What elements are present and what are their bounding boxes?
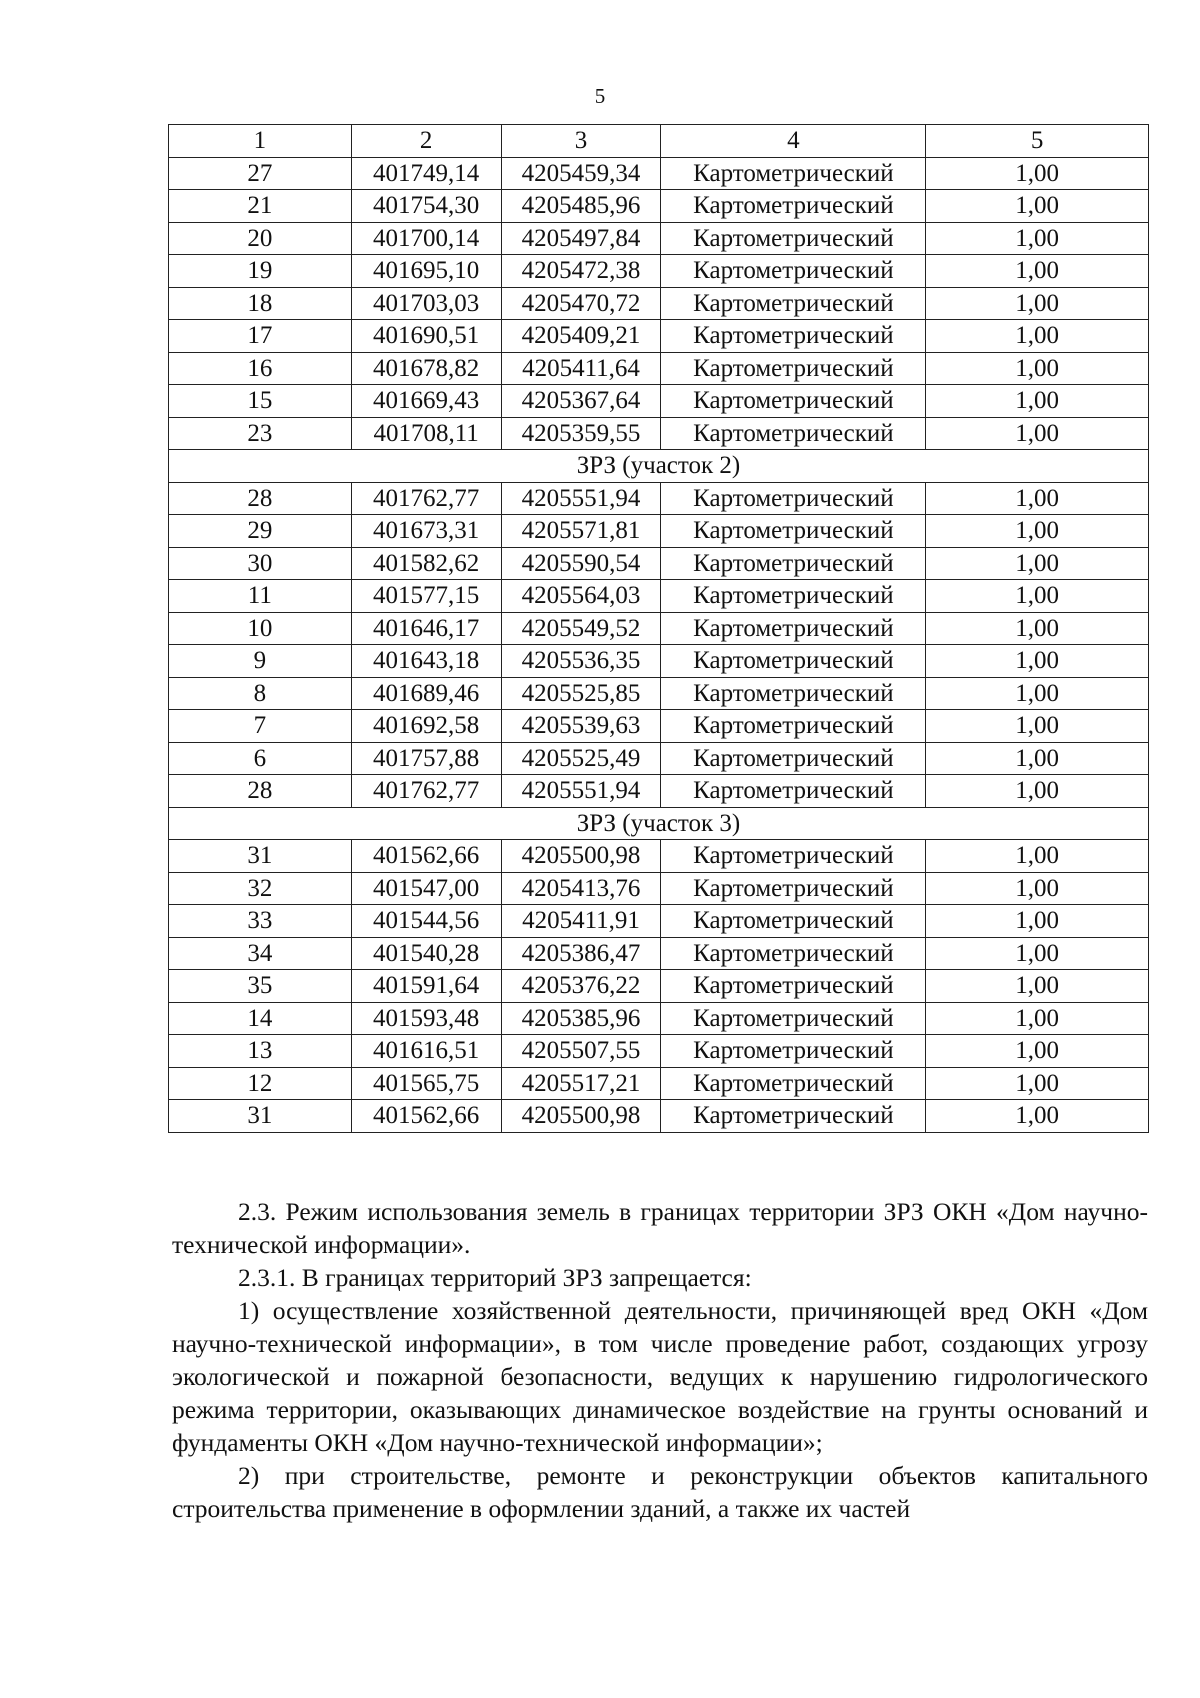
table-row <box>169 1035 1149 1068</box>
page-number: 5 <box>594 84 606 108</box>
table-cell: 7 <box>169 710 352 743</box>
table-header-cell: 3 <box>501 125 661 158</box>
table-section-row <box>169 807 1149 840</box>
table-cell: 4205564,03 <box>501 580 661 613</box>
table-cell: Картометрический <box>661 1100 926 1133</box>
table-row <box>169 612 1149 645</box>
table-cell: 1,00 <box>926 840 1149 873</box>
table-cell: 1,00 <box>926 1100 1149 1133</box>
table-cell: Картометрический <box>661 742 926 775</box>
table-cell: 401700,14 <box>351 222 501 255</box>
table-cell: 401616,51 <box>351 1035 501 1068</box>
table-cell: Картометрический <box>661 320 926 353</box>
table-row <box>169 742 1149 775</box>
table-cell: 20 <box>169 222 352 255</box>
table-cell: Картометрический <box>661 222 926 255</box>
paragraph-item-1: 1) осуществление хозяйственной деятельности, причиняющей вред ОКН «Дом научно-технической информации», в том числе проведение работ, создающих угрозу экологической и пожарной безопасности, ведущих к нарушению гидрологического режима территории, оказывающих динамическое воздействие на грунты оснований и фундаменты ОКН «Дом научно-технической информации»; <box>172 1296 1148 1457</box>
table-cell: 31 <box>169 1100 352 1133</box>
table-cell: Картометрический <box>661 970 926 1003</box>
table-row <box>169 190 1149 223</box>
table-cell: 4205539,63 <box>501 710 661 743</box>
table-cell: 1,00 <box>926 905 1149 938</box>
table-row <box>169 320 1149 353</box>
table-cell: 27 <box>169 157 352 190</box>
table-cell: 17 <box>169 320 352 353</box>
table-cell: 401643,18 <box>351 645 501 678</box>
table-cell: 1,00 <box>926 710 1149 743</box>
table-cell: Картометрический <box>661 872 926 905</box>
table-cell: Картометрический <box>661 840 926 873</box>
table-cell: 1,00 <box>926 1067 1149 1100</box>
table-cell: 1,00 <box>926 222 1149 255</box>
table-cell: 4205411,64 <box>501 352 661 385</box>
table-row <box>169 1067 1149 1100</box>
table-cell: Картометрический <box>661 190 926 223</box>
table-cell: Картометрический <box>661 417 926 450</box>
table-header-cell: 1 <box>169 125 352 158</box>
table-cell: 401562,66 <box>351 1100 501 1133</box>
table-cell: 401577,15 <box>351 580 501 613</box>
table-cell: 4205549,52 <box>501 612 661 645</box>
table-cell: 34 <box>169 937 352 970</box>
table-row <box>169 255 1149 288</box>
table-cell: 1,00 <box>926 742 1149 775</box>
table-cell: 401646,17 <box>351 612 501 645</box>
table-row <box>169 872 1149 905</box>
table-cell: Картометрический <box>661 775 926 808</box>
table-cell: 4205470,72 <box>501 287 661 320</box>
table-cell: 1,00 <box>926 1035 1149 1068</box>
table-cell: Картометрический <box>661 352 926 385</box>
table-cell: 401678,82 <box>351 352 501 385</box>
table-row <box>169 417 1149 450</box>
table-cell: 401703,03 <box>351 287 501 320</box>
table-cell: 33 <box>169 905 352 938</box>
table-cell: 16 <box>169 352 352 385</box>
table-row <box>169 970 1149 1003</box>
table-cell: 28 <box>169 775 352 808</box>
table-cell: Картометрический <box>661 905 926 938</box>
table-section-label: ЗРЗ (участок 2) <box>169 450 1149 483</box>
table-cell: 18 <box>169 287 352 320</box>
table-cell: 1,00 <box>926 677 1149 710</box>
table-cell: 13 <box>169 1035 352 1068</box>
table-cell: 4205590,54 <box>501 547 661 580</box>
table-cell: 1,00 <box>926 872 1149 905</box>
table-cell: 401757,88 <box>351 742 501 775</box>
table-cell: 4205507,55 <box>501 1035 661 1068</box>
table-cell: Картометрический <box>661 1035 926 1068</box>
table-cell: 4205485,96 <box>501 190 661 223</box>
table-cell: 31 <box>169 840 352 873</box>
table-section-label: ЗРЗ (участок 3) <box>169 807 1149 840</box>
table-cell: 401690,51 <box>351 320 501 353</box>
table-cell: 4205409,21 <box>501 320 661 353</box>
table-cell: Картометрический <box>661 255 926 288</box>
table-cell: Картометрический <box>661 645 926 678</box>
table-cell: 401708,11 <box>351 417 501 450</box>
table-row <box>169 580 1149 613</box>
table-cell: 401695,10 <box>351 255 501 288</box>
table-cell: 1,00 <box>926 287 1149 320</box>
table-cell: 1,00 <box>926 255 1149 288</box>
table-cell: 401692,58 <box>351 710 501 743</box>
table-row <box>169 157 1149 190</box>
table-header-cell: 2 <box>351 125 501 158</box>
table-cell: 4205517,21 <box>501 1067 661 1100</box>
table-cell: Картометрический <box>661 547 926 580</box>
table-cell: 401544,56 <box>351 905 501 938</box>
table-cell: 4205359,55 <box>501 417 661 450</box>
table-cell: 1,00 <box>926 417 1149 450</box>
table-section-row <box>169 450 1149 483</box>
table-cell: Картометрический <box>661 677 926 710</box>
table-row <box>169 1100 1149 1133</box>
table-cell: 401762,77 <box>351 775 501 808</box>
table-cell: 10 <box>169 612 352 645</box>
table-row <box>169 937 1149 970</box>
table-row <box>169 1002 1149 1035</box>
table-cell: 4205413,76 <box>501 872 661 905</box>
table-cell: 401762,77 <box>351 482 501 515</box>
body-text <box>172 1195 1148 1525</box>
table-cell: 401562,66 <box>351 840 501 873</box>
table-cell: 401547,00 <box>351 872 501 905</box>
table-cell: Картометрический <box>661 515 926 548</box>
table-cell: 401591,64 <box>351 970 501 1003</box>
table-cell: 4205411,91 <box>501 905 661 938</box>
table-cell: 1,00 <box>926 645 1149 678</box>
table-cell: 4205525,85 <box>501 677 661 710</box>
table-row <box>169 515 1149 548</box>
table-cell: Картометрический <box>661 580 926 613</box>
table-cell: 1,00 <box>926 385 1149 418</box>
table-cell: 21 <box>169 190 352 223</box>
table-cell: 401669,43 <box>351 385 501 418</box>
table-cell: 12 <box>169 1067 352 1100</box>
table-cell: Картометрический <box>661 385 926 418</box>
table-cell: 401673,31 <box>351 515 501 548</box>
table-cell: 28 <box>169 482 352 515</box>
table-cell: 401540,28 <box>351 937 501 970</box>
table-cell: 29 <box>169 515 352 548</box>
table-row <box>169 222 1149 255</box>
table-cell: 1,00 <box>926 970 1149 1003</box>
table-row <box>169 645 1149 678</box>
table-row <box>169 352 1149 385</box>
table-cell: 1,00 <box>926 937 1149 970</box>
table-cell: Картометрический <box>661 157 926 190</box>
table-header-cell: 5 <box>926 125 1149 158</box>
table-cell: 4205571,81 <box>501 515 661 548</box>
table-cell: 1,00 <box>926 157 1149 190</box>
table-cell: 1,00 <box>926 580 1149 613</box>
table-cell: 4205536,35 <box>501 645 661 678</box>
table-cell: 15 <box>169 385 352 418</box>
table-cell: 23 <box>169 417 352 450</box>
table-row <box>169 840 1149 873</box>
table-cell: 401593,48 <box>351 1002 501 1035</box>
table-cell: 4205376,22 <box>501 970 661 1003</box>
table-cell: Картометрический <box>661 287 926 320</box>
table-cell: 1,00 <box>926 190 1149 223</box>
table-row <box>169 905 1149 938</box>
table-row <box>169 677 1149 710</box>
table-cell: 1,00 <box>926 1002 1149 1035</box>
table-header-row <box>169 125 1149 158</box>
table-cell: 9 <box>169 645 352 678</box>
table-cell: 6 <box>169 742 352 775</box>
table-row <box>169 385 1149 418</box>
table-cell: 4205472,38 <box>501 255 661 288</box>
table-cell: 32 <box>169 872 352 905</box>
table-cell: 30 <box>169 547 352 580</box>
table-cell: 4205551,94 <box>501 775 661 808</box>
table-cell: 4205386,47 <box>501 937 661 970</box>
table-cell: 401689,46 <box>351 677 501 710</box>
table-cell: 1,00 <box>926 775 1149 808</box>
table-header-cell: 4 <box>661 125 926 158</box>
table-cell: 4205500,98 <box>501 1100 661 1133</box>
table-cell: 1,00 <box>926 547 1149 580</box>
table-cell: 4205551,94 <box>501 482 661 515</box>
table-cell: 1,00 <box>926 320 1149 353</box>
table-cell: 19 <box>169 255 352 288</box>
table-cell: 8 <box>169 677 352 710</box>
table-row <box>169 710 1149 743</box>
table-row <box>169 775 1149 808</box>
table-cell: Картометрический <box>661 1067 926 1100</box>
table-cell: 401749,14 <box>351 157 501 190</box>
table-cell: 1,00 <box>926 515 1149 548</box>
table-cell: 1,00 <box>926 352 1149 385</box>
table-cell: Картометрический <box>661 1002 926 1035</box>
table-cell: 11 <box>169 580 352 613</box>
table-cell: Картометрический <box>661 612 926 645</box>
coordinates-table <box>168 124 1149 1133</box>
table-cell: 4205525,49 <box>501 742 661 775</box>
table-cell: 401582,62 <box>351 547 501 580</box>
table-cell: 4205459,34 <box>501 157 661 190</box>
paragraph-item-2: 2) при строительстве, ремонте и реконструкции объектов капитального строительства применение в оформлении зданий, а также их частей <box>172 1461 1148 1523</box>
table-cell: 14 <box>169 1002 352 1035</box>
table-cell: 4205497,84 <box>501 222 661 255</box>
table-cell: Картометрический <box>661 710 926 743</box>
table-cell: Картометрический <box>661 482 926 515</box>
table-row <box>169 547 1149 580</box>
table-cell: 4205367,64 <box>501 385 661 418</box>
table-row <box>169 287 1149 320</box>
table-cell: 4205385,96 <box>501 1002 661 1035</box>
table-cell: 1,00 <box>926 482 1149 515</box>
table-cell: Картометрический <box>661 937 926 970</box>
table-cell: 401565,75 <box>351 1067 501 1100</box>
coordinates-table-body <box>169 125 1149 1133</box>
paragraph-section-2-3-1: 2.3.1. В границах территорий ЗРЗ запрещается: <box>238 1263 752 1292</box>
paragraph-section-2-3: 2.3. Режим использования земель в границах территории ЗРЗ ОКН «Дом научно-технической информации». <box>172 1197 1148 1259</box>
table-cell: 1,00 <box>926 612 1149 645</box>
table-cell: 4205500,98 <box>501 840 661 873</box>
table-cell: 401754,30 <box>351 190 501 223</box>
table-row <box>169 482 1149 515</box>
table-cell: 35 <box>169 970 352 1003</box>
